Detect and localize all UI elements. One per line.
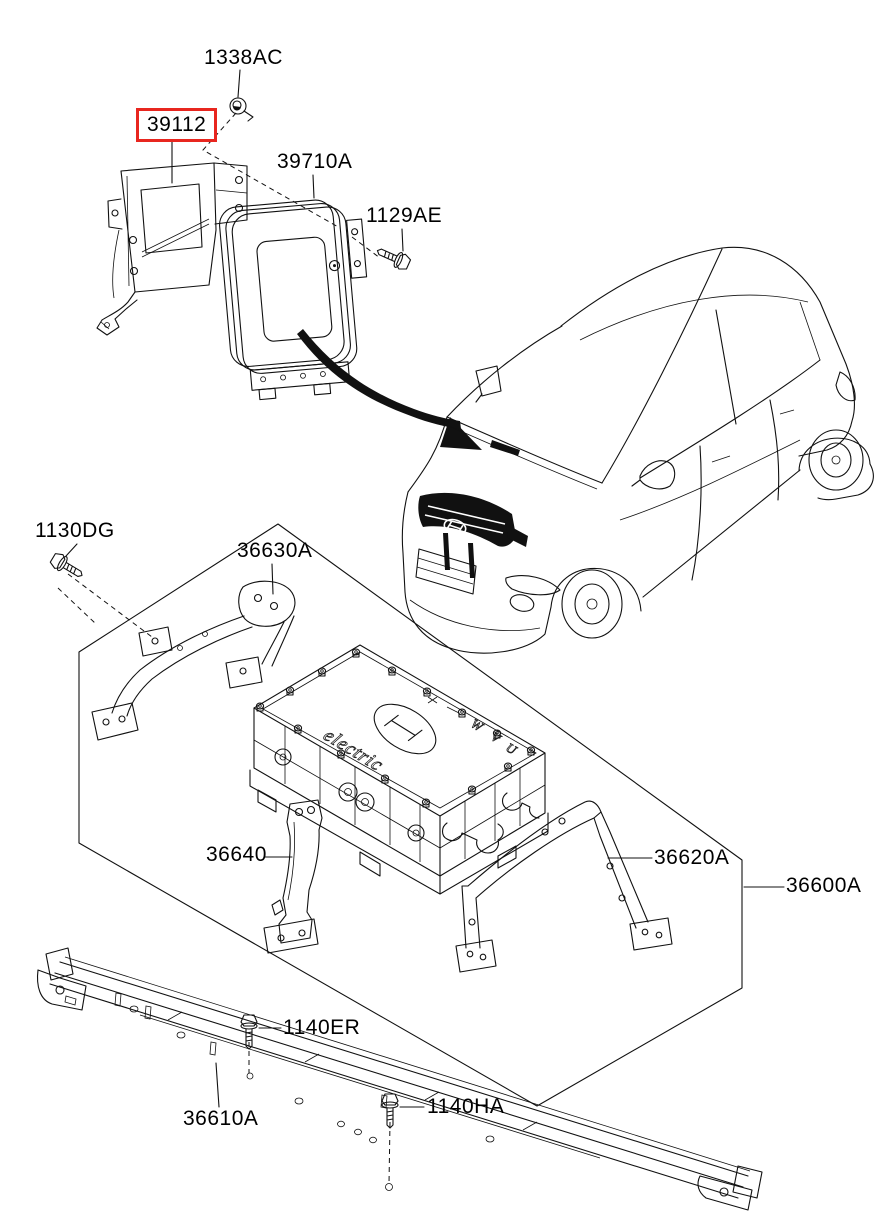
part-label-36610A[interactable]: 36610A [183, 1107, 259, 1130]
part-label-1130DG[interactable]: 1130DG [35, 519, 115, 542]
part-label-1140HA[interactable]: 1140HA [427, 1095, 505, 1118]
part-label-1338AC[interactable]: 1338AC [204, 46, 283, 69]
bracket-36620A-drawing [456, 801, 672, 972]
phase-u-marking: U [503, 739, 520, 758]
part-label-1129AE[interactable]: 1129AE [366, 204, 443, 227]
nut-1338AC-drawing [230, 98, 253, 121]
part-label-36620A[interactable]: 36620A [654, 846, 730, 869]
location-arrow [297, 329, 482, 450]
part-label-39710A[interactable]: 39710A [277, 150, 353, 173]
part-label-39112-highlighted[interactable]: 39112 [136, 108, 217, 142]
bracket-39112-drawing [97, 163, 247, 335]
bolt-1130DG-drawing [49, 551, 86, 582]
unit-script-marking: electric [318, 725, 388, 776]
assembly-boundary-box [79, 524, 742, 1106]
part-label-36630A[interactable]: 36630A [237, 539, 313, 562]
ecu-39710A-drawing [218, 196, 376, 402]
rail-36610A-drawing [38, 948, 762, 1210]
vehicle-drawing [402, 247, 873, 653]
part-label-1140ER[interactable]: 1140ER [283, 1016, 361, 1039]
bracket-36640-drawing [264, 800, 322, 953]
part-label-36600A[interactable]: 36600A [786, 874, 862, 897]
bracket-36630A-drawing [92, 581, 295, 740]
bolt-1129AE-drawing [374, 243, 412, 271]
phase-v-marking: V [488, 728, 503, 746]
part-label-36640[interactable]: 36640 [206, 843, 267, 866]
phase-w-marking: W [468, 715, 486, 735]
